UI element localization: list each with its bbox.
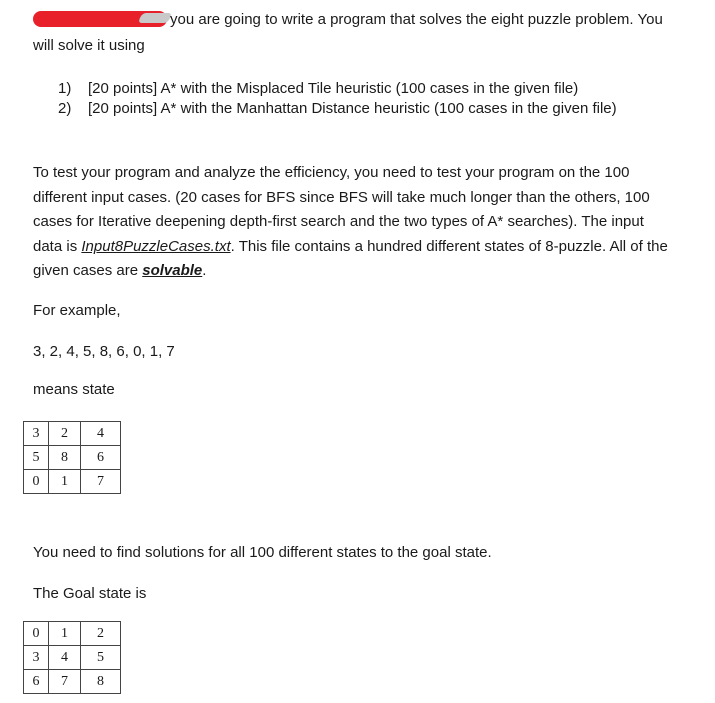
grid-cell: 1 [49, 622, 81, 646]
redacted-text-fragment [138, 13, 173, 23]
grid-cell: 5 [81, 646, 121, 670]
list-number: 2) [58, 100, 72, 117]
grid-cell: 4 [81, 422, 121, 446]
list-number: 1) [58, 80, 72, 97]
grid-cell: 3 [24, 646, 49, 670]
paragraph-line-1: To test your program and analyze the efficiency, you need to test your program on the 100 [33, 164, 630, 181]
list-item-1 [58, 79, 578, 99]
example-label: For example, [33, 302, 121, 319]
solvable-emphasis: solvable [142, 262, 203, 279]
paragraph-line-5 [33, 261, 206, 281]
list-item-2 [58, 99, 617, 119]
means-state-label: means state [33, 381, 115, 398]
paragraph-line-4 [33, 237, 668, 257]
grid-cell: 3 [24, 422, 49, 446]
goal-state-label: The Goal state is [33, 585, 147, 602]
grid-cell: 2 [49, 422, 81, 446]
paragraph-text: . [202, 262, 207, 279]
grid-cell: 5 [24, 446, 49, 470]
list-text: [20 points] A* with the Manhattan Distance heuristic (100 cases in the given file) [88, 100, 617, 117]
grid-cell: 8 [81, 670, 121, 694]
grid-cell: 0 [24, 470, 49, 494]
example-state-grid [23, 421, 121, 494]
paragraph-text: given cases are [33, 262, 143, 279]
grid-cell: 7 [81, 470, 121, 494]
grid-cell: 6 [81, 446, 121, 470]
grid-cell: 0 [24, 622, 49, 646]
intro-line-1: you are going to write a program that solves the eight puzzle problem. You [170, 11, 663, 28]
input-file-link[interactable]: Input8PuzzleCases.txt [81, 238, 231, 255]
grid-cell: 8 [49, 446, 81, 470]
grid-cell: 1 [49, 470, 81, 494]
paragraph-text: data is [33, 238, 82, 255]
grid-cell: 2 [81, 622, 121, 646]
paragraph-text: . This file contains a hundred different states of 8-puzzle. All of the [230, 238, 668, 255]
paragraph-line-3: cases for Iterative deepening depth-first search and the two types of A* searches). The input [33, 213, 644, 230]
intro-line-2: will solve it using [33, 37, 145, 54]
grid-cell: 7 [49, 670, 81, 694]
goal-state-grid [23, 621, 121, 694]
find-solutions-text: You need to find solutions for all 100 different states to the goal state. [33, 544, 492, 561]
list-text: [20 points] A* with the Misplaced Tile heuristic (100 cases in the given file) [88, 80, 579, 97]
example-sequence: 3, 2, 4, 5, 8, 6, 0, 1, 7 [33, 343, 175, 360]
paragraph-line-2: different input cases. (20 cases for BFS since BFS will take much longer than the others, 100 [33, 189, 650, 206]
grid-cell: 4 [49, 646, 81, 670]
grid-cell: 6 [24, 670, 49, 694]
